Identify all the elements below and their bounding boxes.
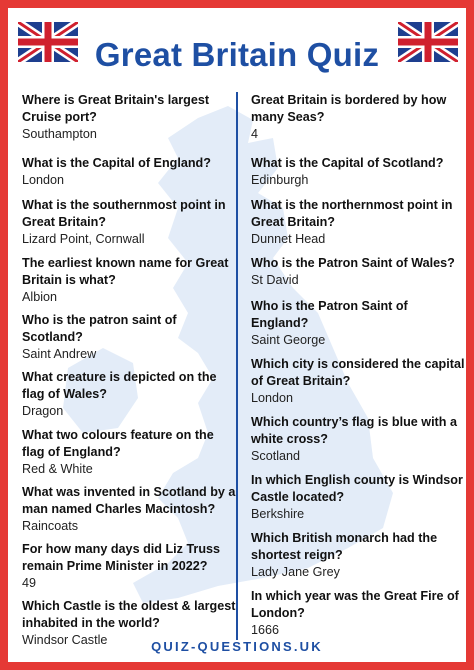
question-text: Who is the Patron Saint of England? bbox=[251, 299, 408, 330]
answer-text: Saint Andrew bbox=[22, 347, 97, 361]
question-item bbox=[251, 155, 466, 189]
page-title: Great Britain Quiz bbox=[94, 36, 380, 73]
question-item bbox=[22, 541, 237, 592]
question-text: What two colours feature on the flag of England? bbox=[22, 428, 214, 459]
question-text: For how many days did Liz Truss remain Prime Minister in 2022? bbox=[22, 542, 221, 573]
question-text: Which city is considered the capital of Great Britain? bbox=[251, 357, 465, 388]
question-text: What is the northernmost point in Great Britain? bbox=[251, 198, 453, 229]
footer-website: QUIZ-QUESTIONS.UK bbox=[151, 639, 323, 654]
question-item bbox=[22, 427, 237, 478]
answer-text: Southampton bbox=[22, 127, 97, 141]
question-item bbox=[22, 484, 237, 535]
question-text: What is the Capital of England? bbox=[22, 156, 211, 170]
answer-text: Berkshire bbox=[251, 507, 305, 521]
question-item bbox=[251, 588, 466, 639]
quiz-poster bbox=[8, 8, 466, 662]
answer-text: Dunnet Head bbox=[251, 232, 326, 246]
question-text: What was invented in Scotland by a man named Charles Macintosh? bbox=[22, 485, 236, 516]
answer-text: Dragon bbox=[22, 404, 64, 418]
question-text: Which Castle is the oldest & largest inhabited in the world? bbox=[22, 599, 236, 630]
answer-text: 49 bbox=[22, 576, 37, 590]
question-item bbox=[22, 369, 237, 420]
question-item bbox=[251, 255, 466, 289]
question-text: Who is the patron saint of Scotland? bbox=[22, 313, 177, 344]
answer-text: 1666 bbox=[251, 623, 280, 637]
question-item bbox=[22, 255, 237, 306]
question-text: Which British monarch had the shortest reign? bbox=[251, 531, 438, 562]
question-item bbox=[251, 356, 466, 407]
question-item bbox=[251, 472, 466, 523]
question-item bbox=[251, 92, 466, 143]
answer-text: Raincoats bbox=[22, 519, 79, 533]
question-item bbox=[251, 298, 466, 349]
answer-text: Lady Jane Grey bbox=[251, 565, 340, 579]
answer-text: 4 bbox=[251, 127, 259, 141]
answer-text: Windsor Castle bbox=[22, 633, 108, 647]
question-item bbox=[22, 92, 237, 143]
answer-text: Scotland bbox=[251, 449, 301, 463]
question-text: In which English county is Windsor Castle located? bbox=[251, 473, 463, 504]
question-item bbox=[251, 197, 466, 248]
question-text: What is the southernmost point in Great Britain? bbox=[22, 198, 226, 229]
answer-text: London bbox=[251, 391, 294, 405]
question-item bbox=[22, 197, 237, 248]
answer-text: Saint George bbox=[251, 333, 326, 347]
question-item bbox=[22, 155, 237, 189]
answer-text: Edinburgh bbox=[251, 173, 309, 187]
question-text: What creature is depicted on the flag of Wales? bbox=[22, 370, 217, 401]
question-item bbox=[251, 530, 466, 581]
question-text: The earliest known name for Great Britain is what? bbox=[22, 256, 229, 287]
question-text: Where is Great Britain's largest Cruise port? bbox=[22, 93, 210, 124]
answer-text: Lizard Point, Cornwall bbox=[22, 232, 145, 246]
question-text: Which country’s flag is blue with a white cross? bbox=[251, 415, 457, 446]
question-item bbox=[251, 414, 466, 465]
answer-text: Albion bbox=[22, 290, 58, 304]
answer-text: St David bbox=[251, 273, 299, 287]
answer-text: London bbox=[22, 173, 65, 187]
question-text: In which year was the Great Fire of London? bbox=[251, 589, 459, 620]
answer-text: Red & White bbox=[22, 462, 93, 476]
question-item bbox=[22, 312, 237, 363]
question-text: What is the Capital of Scotland? bbox=[251, 156, 444, 170]
question-text: Great Britain is bordered by how many Seas? bbox=[251, 93, 447, 124]
question-text: Who is the Patron Saint of Wales? bbox=[251, 256, 455, 270]
